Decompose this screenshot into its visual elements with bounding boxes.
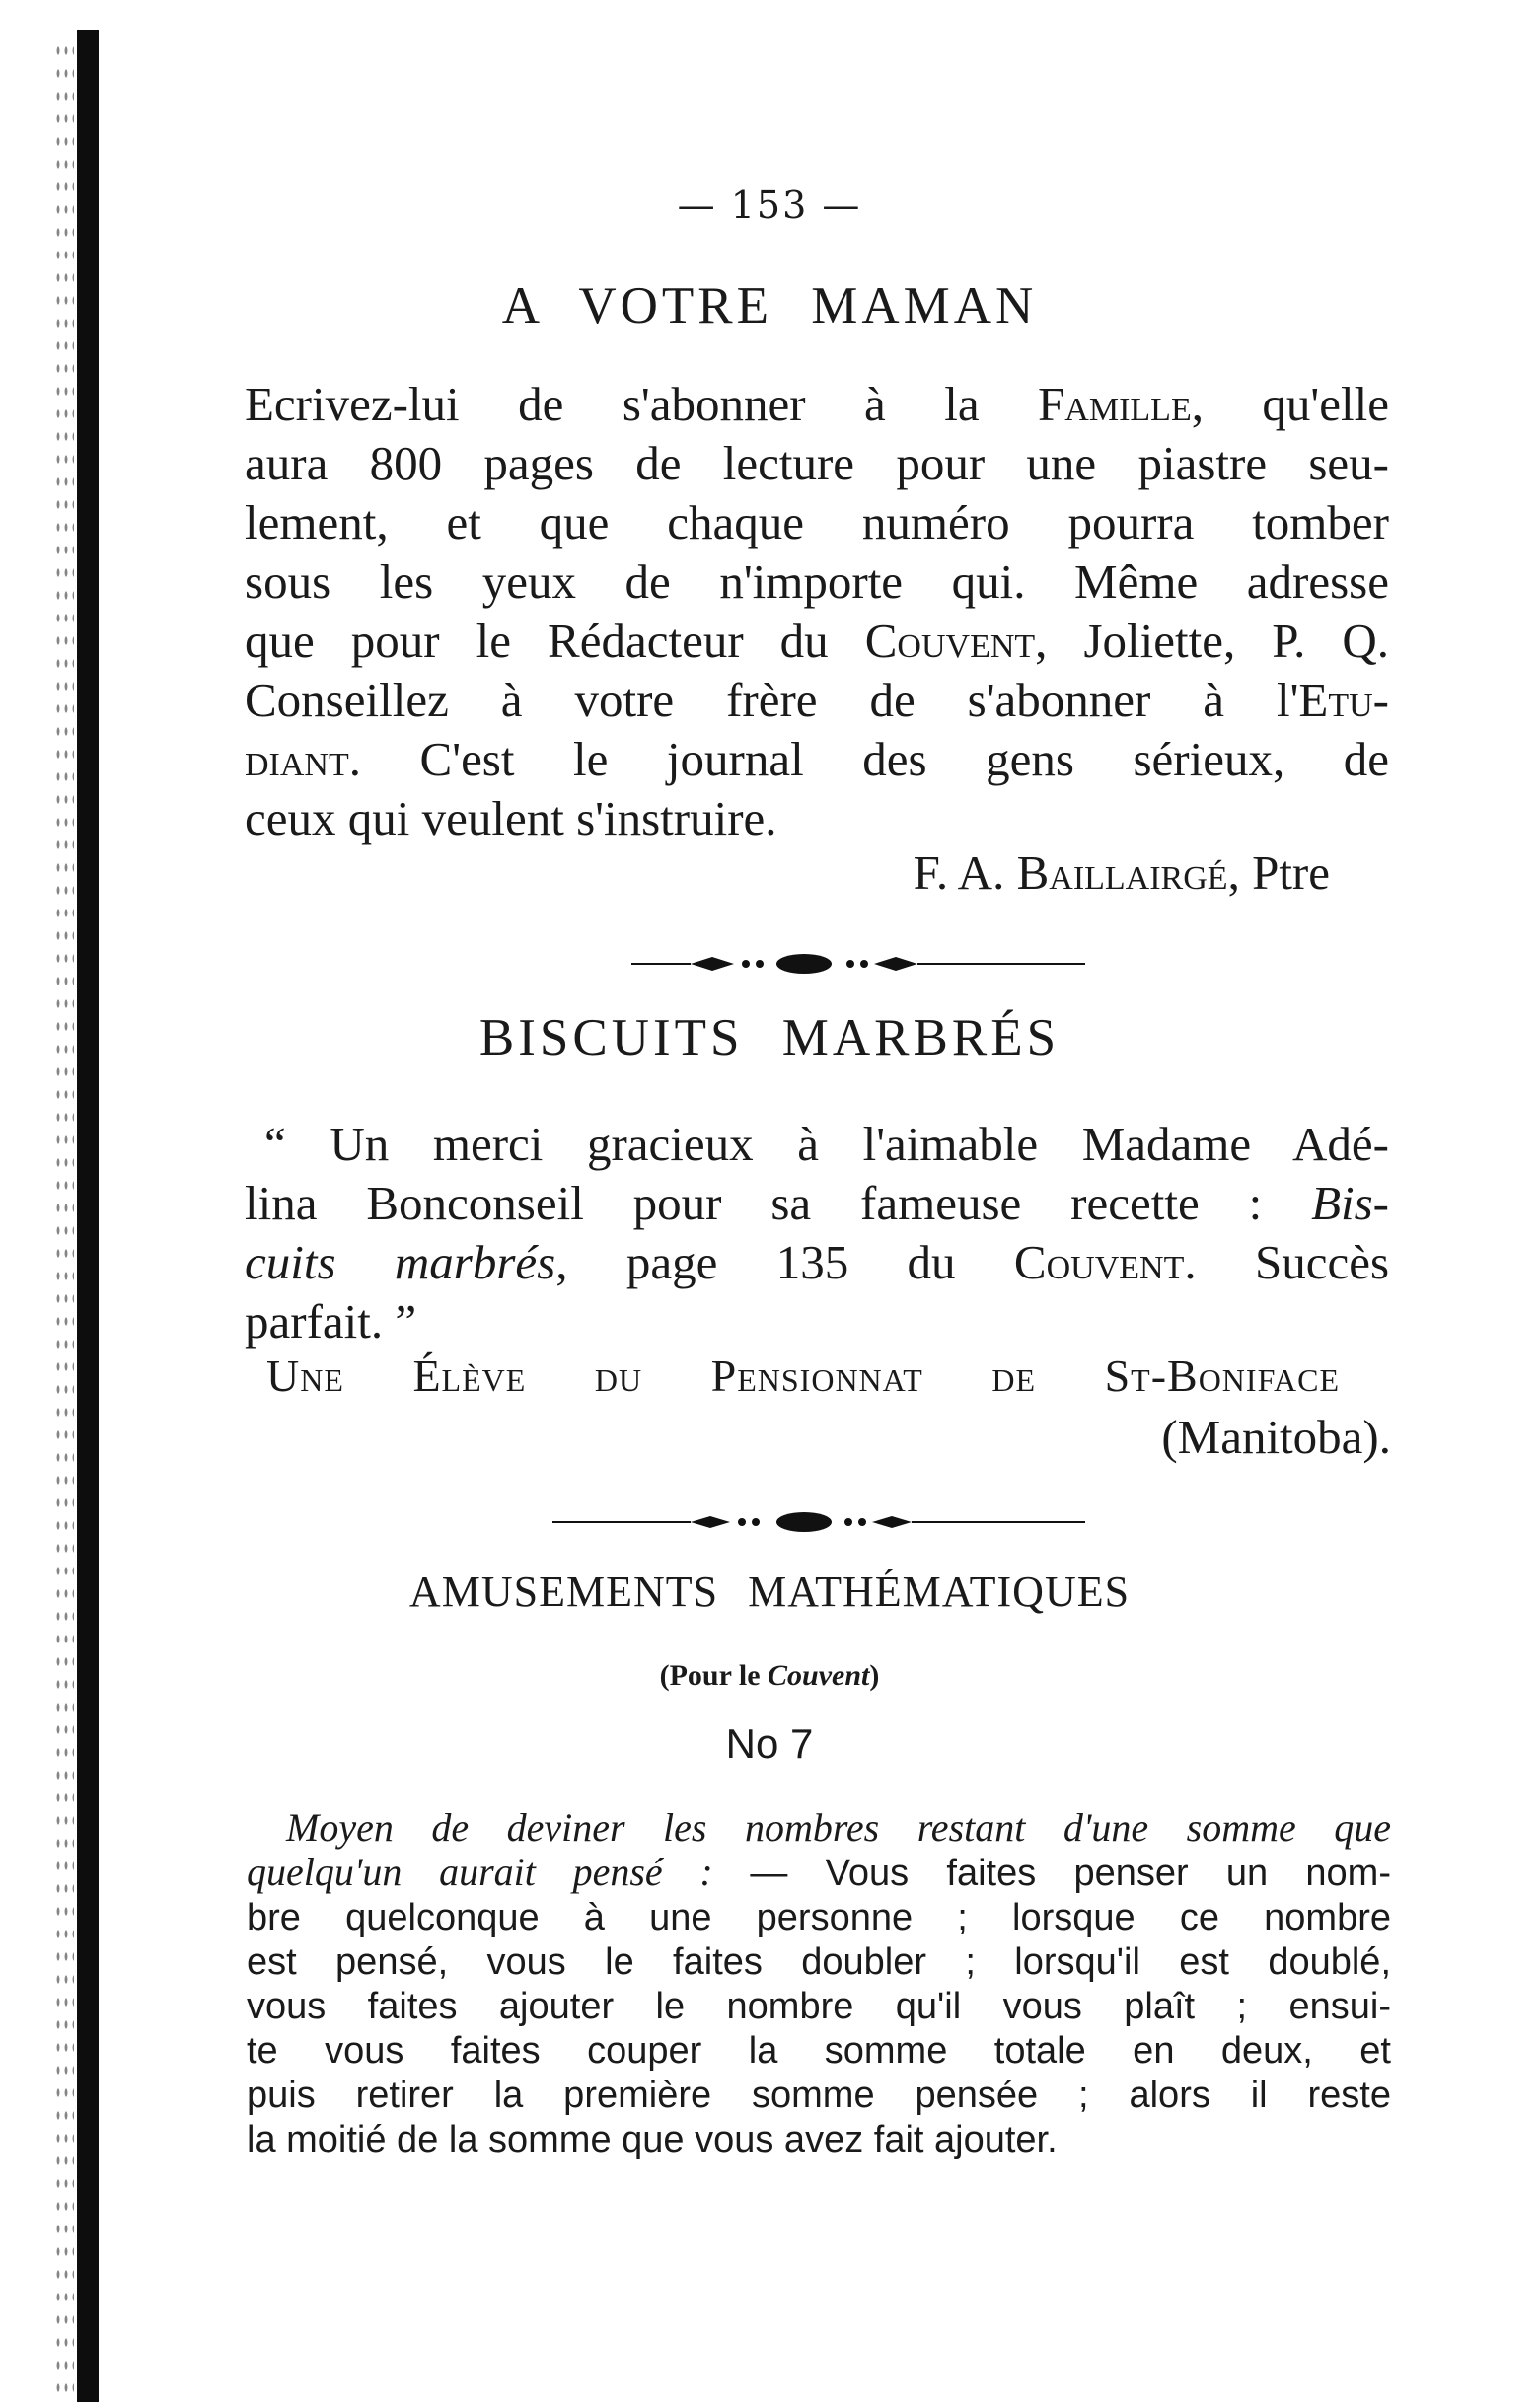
text-line: te vous faites couper la somme totale en deux, et — [247, 2030, 1391, 2072]
heading-amusements-mathematiques: AMUSEMENTS MATHÉMATIQUES — [408, 1568, 1131, 1616]
text-line: aura 800 pages de lecture pour une piastre seu- — [245, 436, 1389, 490]
text-line: ceux qui veulent s'instruire. — [245, 791, 777, 845]
text-line: bre quelconque à une personne ; lorsque ce nombre — [247, 1897, 1391, 1938]
signature-baillairge: F. A. Baillairgé, Ptre — [913, 845, 1330, 900]
page-binding-edge — [77, 30, 99, 2402]
text-line: la moitié de la somme que vous avez fait ajouter. — [247, 2119, 1058, 2160]
text-line: “ Un merci gracieux à l'aimable Madame Adé- — [264, 1117, 1389, 1171]
subheading-pour-le-couvent: (Pour le Couvent) — [659, 1659, 880, 1692]
text-line: parfait. ” — [245, 1294, 417, 1349]
text-line: vous faites ajouter le nombre qu'il vous plaît ; ensui- — [247, 1986, 1391, 2027]
signature-place: (Manitoba). — [1161, 1410, 1391, 1464]
binding-speckles — [54, 39, 74, 2397]
text-line: que pour le Rédacteur du Couvent, Joliette, P. Q. — [245, 614, 1389, 668]
text-line: Moyen de deviner les nombres restant d'une somme que — [286, 1805, 1391, 1850]
text-line: cuits marbrés, page 135 du Couvent. Succès — [245, 1235, 1390, 1289]
text-line: Ecrivez-lui de s'abonner à la Famille, qu'elle — [245, 377, 1389, 431]
signature-eleve: Une Élève du Pensionnat de St-Boniface — [266, 1350, 1340, 1401]
heading-biscuits-marbres: BISCUITS MARBRÉS — [478, 1009, 1061, 1066]
text-line: est pensé, vous le faites doubler ; lorsqu'il est doublé, — [247, 1941, 1391, 1983]
ornament-divider — [0, 949, 1539, 979]
heading-a-votre-maman: A VOTRE MAMAN — [501, 277, 1038, 334]
ornament-divider — [0, 1507, 1539, 1537]
text-line: sous les yeux de n'importe qui. Même adresse — [245, 554, 1389, 609]
text-line: quelqu'un aurait pensé : — Vous faites penser un nom- — [247, 1850, 1391, 1894]
page-number: — 153 — — [677, 183, 862, 227]
text-line: diant. C'est le journal des gens sérieux, de — [245, 732, 1389, 786]
text-line: lina Bonconseil pour sa fameuse recette : Bis- — [245, 1176, 1389, 1230]
text-line: puis retirer la première somme pensée ; alors il reste — [247, 2075, 1391, 2116]
problem-number: No 7 — [725, 1720, 814, 1767]
paragraph-merci — [245, 1115, 1389, 1351]
paragraph-conseillez — [245, 671, 1389, 848]
text-line: lement, et que chaque numéro pourra tomber — [245, 495, 1389, 549]
paragraph-abonnement — [245, 375, 1389, 671]
text-line: Conseillez à votre frère de s'abonner à l'Etu- — [245, 673, 1389, 727]
paragraph-moyen-de-deviner — [247, 1805, 1391, 2162]
